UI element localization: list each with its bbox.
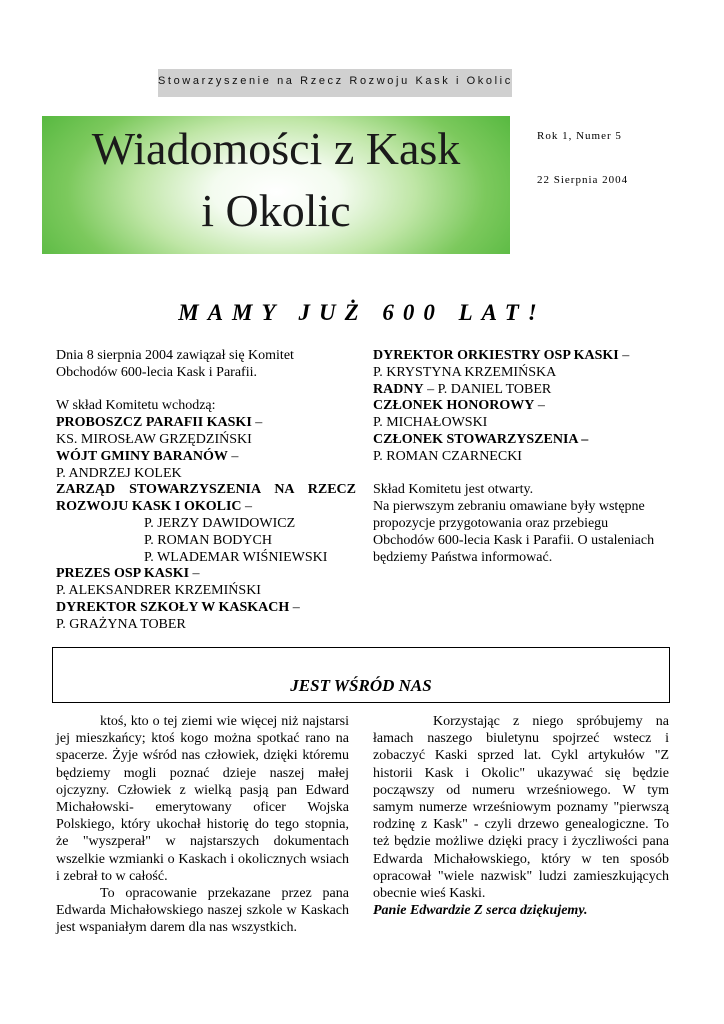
thanks-line: Panie Edwardzie Z serca dziękujemy. xyxy=(373,903,588,919)
committee-left-column xyxy=(56,348,356,634)
committee-right-column xyxy=(373,348,673,566)
role-title: CZŁONEK HONOROWY xyxy=(373,398,535,414)
member-name: P. ANDRZEJ KOLEK xyxy=(56,465,182,481)
newsletter-title-line1: Wiadomości z Kask xyxy=(91,123,461,174)
newsletter-title-line2: i Okolic xyxy=(201,185,351,236)
role-title: ZARZĄD STOWARZYSZENIA NA RZECZ ROZWOJU KASK I OKOLIC xyxy=(56,482,356,515)
member-name: P. JERZY DAWIDOWICZ xyxy=(144,515,296,531)
role-title: DYREKTOR ORKIESTRY OSP KASKI xyxy=(373,348,619,363)
article2-paragraph: Korzystając z niego spróbujemy na łamach naszego biuletynu spojrzeć wstecz i zobaczyć Kaski sprzed lat. Cykl artykułów "Z historii Kask i Okolic" ukazywać się będzie począwszy od numeru wrześniowego. W tym samym numerze wrześniowym poznamy "pierwszą rodzinę z Kask" - czyli drzewo genealogiczne. To też będzie możliwe dzięki pracy i życzliwości pana Edwarda Michałowskiego, który w ten sposób opracował "wiele nazwisk" ludzi zamieszkujących obecnie wieś Kaski. xyxy=(373,714,669,902)
issue-date: 22 Sierpnia 2004 xyxy=(537,174,629,186)
committee-role: DYREKTOR ORKIESTRY OSP KASKI – xyxy=(373,348,630,363)
members-intro: W skład Komitetu wchodzą: xyxy=(56,398,216,414)
role-title: WÓJT GMINY BARANÓW xyxy=(56,448,228,464)
article-headline: MAMY JUŻ 600 LAT! xyxy=(178,300,546,325)
member-name: P. ALEKSANDRER KRZEMIŃSKI xyxy=(56,583,261,599)
section-title: JEST WŚRÓD NAS xyxy=(290,676,432,695)
member-name: P. KRYSTYNA KRZEMIŃSKA xyxy=(373,364,557,380)
committee-role: RADNY – P. DANIEL TOBER xyxy=(373,381,552,397)
member-name: P. WLADEMAR WIŚNIEWSKI xyxy=(144,549,328,565)
section-header-box xyxy=(52,647,670,703)
role-title: PROBOSZCZ PARAFII KASKI xyxy=(56,415,252,431)
member-name: P. MICHAŁOWSKI xyxy=(373,415,488,431)
issue-number: Rok 1, Numer 5 xyxy=(537,130,622,142)
article2-left-column xyxy=(56,713,349,937)
article2-paragraph: ktoś, kto o tej ziemi wie więcej niż najstarsi jej mieszkańcy; ktoś kogo można spotkać rano na spacerze. Żyje wśród nas człowiek, dzięki któremu będziemy mogli poznać dzieje naszej małej ojczyzny. Człowiek z wielką pasją pan Edward Michałowski- emerytowany oficer Wojska Polskiego, który ukochał historię do tego stopnia, że "wyszperał" w najstarszych dokumentach wszelkie wzmianki o Kaskach i okolicznych wsiach i zebrał to w całość. xyxy=(56,714,349,884)
committee-role: ZARZĄD STOWARZYSZENIA NA RZECZ ROZWOJU KASK I OKOLIC – xyxy=(56,482,356,515)
article2-paragraph: To opracowanie przekazane przez pana Edwarda Michałowskiego naszej szkole w Kaskach jest wspaniałym darem dla nas wszystkich. xyxy=(56,886,349,936)
association-name: Stowarzyszenie na Rzecz Rozwoju Kask i Okolic xyxy=(158,75,513,87)
role-title: DYREKTOR SZKOŁY W KASKACH xyxy=(56,599,290,615)
committee-role xyxy=(373,432,673,449)
role-title: RADNY xyxy=(373,381,424,397)
committee-open-note: Skład Komitetu jest otwarty. xyxy=(373,482,534,498)
committee-role: CZŁONEK HONOROWY – xyxy=(373,398,545,414)
committee-role: PROBOSZCZ PARAFII KASKI – xyxy=(56,415,263,431)
article2-right-column xyxy=(373,713,669,919)
role-title: CZŁONEK STOWARZYSZENIA – xyxy=(373,431,589,447)
committee-role: PREZES OSP KASKI – xyxy=(56,566,200,582)
member-name: KS. MIROSŁAW GRZĘDZIŃSKI xyxy=(56,431,252,447)
member-name: P. ROMAN CZARNECKI xyxy=(373,448,522,464)
intro-text: Dnia 8 sierpnia 2004 zawiązał się Komitet Obchodów 600-lecia Kask i Parafii. xyxy=(56,348,294,380)
member-name: P. GRAŻYNA TOBER xyxy=(56,616,186,632)
committee-role: WÓJT GMINY BARANÓW – xyxy=(56,448,239,464)
committee-role: DYREKTOR SZKOŁY W KASKACH – xyxy=(56,599,300,615)
first-meeting-text: Na pierwszym zebraniu omawiane były wstępne propozycje przygotowania oraz przebiegu Obchodów 600-lecia Kask i Parafii. O ustaleniach będziemy Państwa informować. xyxy=(373,499,655,565)
member-name: P. ROMAN BODYCH xyxy=(144,532,272,548)
association-banner xyxy=(158,69,512,97)
role-title: PREZES OSP KASKI xyxy=(56,566,190,582)
